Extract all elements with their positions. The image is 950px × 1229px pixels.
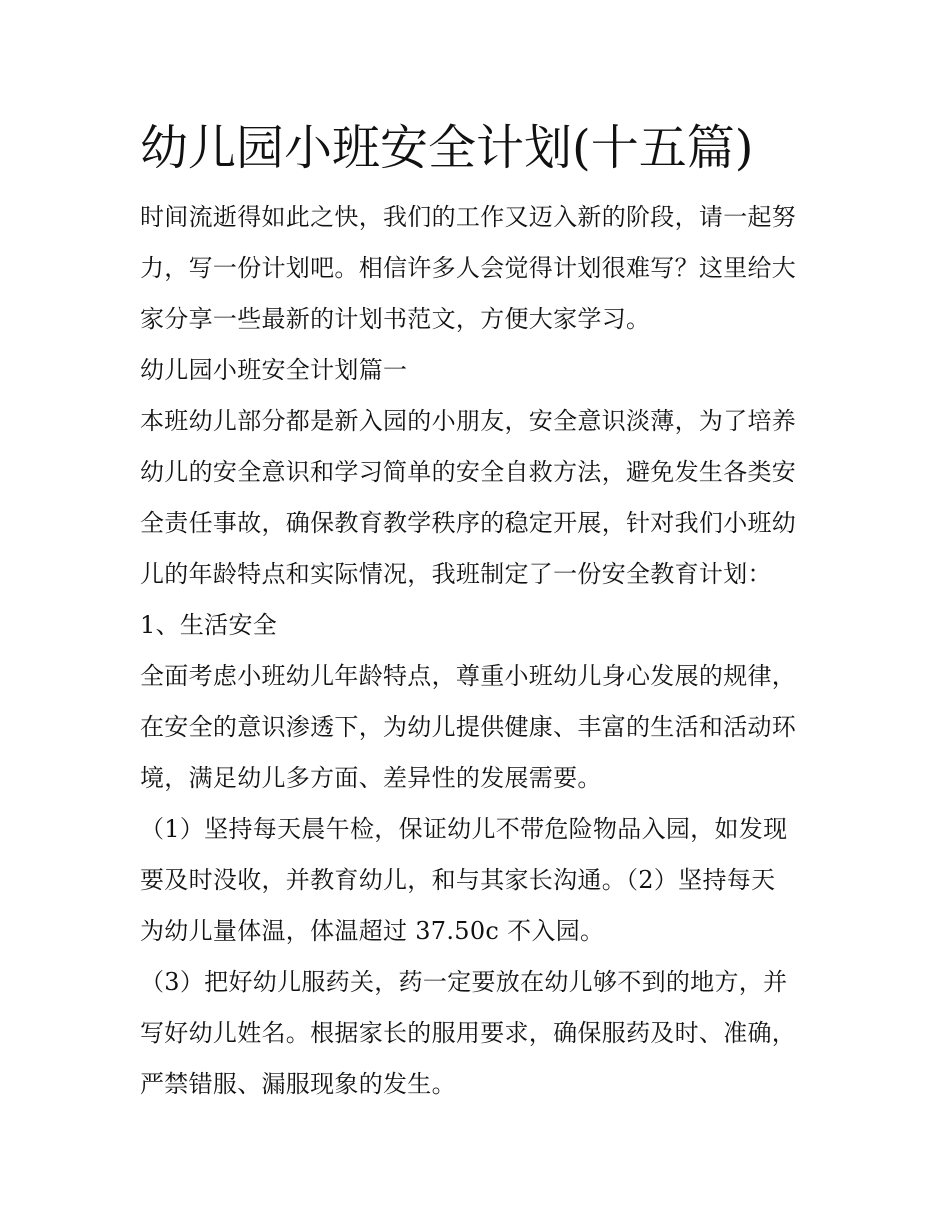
document-page xyxy=(140,112,820,1110)
body-line: （3）把好幼儿服药关，药一定要放在幼儿够不到的地方，并 xyxy=(140,968,788,996)
document-body xyxy=(140,192,820,1110)
body-line: 为幼儿量体温，体温超过 37.50c 不入园。 xyxy=(140,917,605,945)
body-line: 要及时没收，并教育幼儿，和与其家长沟通。（2）坚持每天 xyxy=(140,866,776,894)
body-line: 幼儿的安全意识和学习简单的安全自救方法，避免发生各类安 xyxy=(140,458,797,486)
body-line: （1）坚持每天晨午检，保证幼儿不带危险物品入园，如发现 xyxy=(140,815,788,843)
body-line: 严禁错服、漏服现象的发生。 xyxy=(140,1070,456,1098)
body-line: 境，满足幼儿多方面、差异性的发展需要。 xyxy=(140,764,602,792)
body-line: 在安全的意识渗透下，为幼儿提供健康、丰富的生活和活动环 xyxy=(140,713,797,741)
body-line: 全责任事故，确保教育教学秩序的稳定开展，针对我们小班幼 xyxy=(140,509,797,537)
subsection-heading: 1、生活安全 xyxy=(140,611,278,639)
body-line: 全面考虑小班幼儿年龄特点，尊重小班幼儿身心发展的规律， xyxy=(140,662,797,690)
document-title: 幼儿园小班安全计划(十五篇) xyxy=(140,120,754,176)
body-line: 力，写一份计划吧。相信许多人会觉得计划很难写？这里给大 xyxy=(140,254,797,282)
body-line: 时间流逝得如此之快，我们的工作又迈入新的阶段，请一起努 xyxy=(140,203,797,231)
section-heading: 幼儿园小班安全计划篇一 xyxy=(140,356,408,384)
body-line: 儿的年龄特点和实际情况，我班制定了一份安全教育计划： xyxy=(140,560,772,588)
body-line: 本班幼儿部分都是新入园的小朋友，安全意识淡薄，为了培养 xyxy=(140,407,797,435)
body-line: 写好幼儿姓名。根据家长的服用要求，确保服药及时、准确， xyxy=(140,1019,797,1047)
body-line: 家分享一些最新的计划书范文，方便大家学习。 xyxy=(140,305,651,333)
